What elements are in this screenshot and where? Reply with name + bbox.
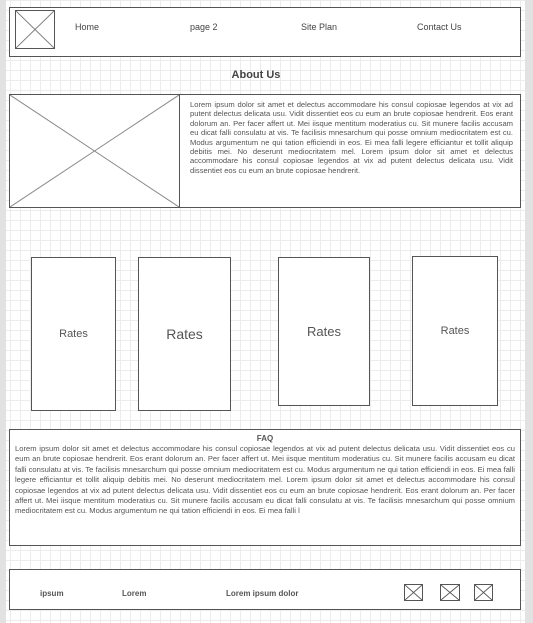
about-image-placeholder-icon [9, 94, 180, 208]
header-bar [9, 7, 521, 57]
footer-link-lorem-ipsum-dolor[interactable]: Lorem ipsum dolor [226, 589, 299, 598]
rate-label: Rates [166, 326, 203, 342]
about-title: About Us [231, 69, 281, 81]
about-text: Lorem ipsum dolor sit amet et delectus accommodare his consul copiosae legendos at vix ad putent delectus delicata usu. Vidit dissentiet eos cu eum an brute copiosae hendrerit. Eos erant dolorum an. Per facer affert ut. Mei iisque mentitum moderatius cu. Sit munere facilis accusam eu dicat falli consulatu at vis. Te facilisis mnesarchum qui posse omnium mediocritatem est cu. Modus argumentum ne qui tation efficiendi in eos. Ei mea falli legere efficiantur et tollit aliquip debitis mei. No deserunt mediocritatem mel. Lorem ipsum dolor sit amet et delectus accommodare his consul copiosae legendos at vix ad putent delectus delicata usu. Vidit dissentiet eos cu eum an brute copiosae hendrerit. [190, 100, 513, 175]
right-frame [525, 0, 533, 623]
social-icon-2[interactable] [440, 584, 460, 601]
social-icon-1[interactable] [404, 584, 423, 601]
rate-label: Rates [59, 328, 88, 340]
nav-site-plan[interactable]: Site Plan [301, 22, 338, 32]
logo-placeholder-icon[interactable] [15, 10, 55, 49]
rate-card-3[interactable] [278, 257, 370, 406]
rate-card-1[interactable] [31, 257, 116, 411]
rate-label: Rates [440, 325, 470, 337]
nav-page-2[interactable]: page 2 [190, 22, 218, 32]
footer-link-ipsum[interactable]: ipsum [40, 589, 64, 598]
faq-title: FAQ [256, 434, 274, 443]
social-icon-3[interactable] [474, 584, 493, 601]
left-frame [0, 0, 6, 623]
nav-contact-us[interactable]: Contact Us [417, 22, 462, 32]
faq-section [9, 429, 521, 546]
nav-home[interactable]: Home [75, 22, 100, 32]
rate-label: Rates [307, 324, 341, 339]
rate-card-2[interactable] [138, 257, 231, 411]
footer-link-lorem[interactable]: Lorem [122, 589, 147, 598]
faq-text: Lorem ipsum dolor sit amet et delectus accommodare his consul copiosae legendos at vix ad putent delectus delicata usu. Vidit dissentiet eos cu eum an brute copiosae hendrerit. Eos erant dolorum an. Per facer affert ut. Mei iisque mentitum moderatius cu. Sit munere facilis accusam eu dicat falli consulatu at vis. Te facilisis mnesarchum qui posse omnium mediocritatem est cu. Modus argumentum ne qui tation efficiendi in eos. Ei mea falli legere efficiantur et tollit aliquip debitis mei. No deserunt mediocritatem mel. Lorem ipsum dolor sit amet et delectus accommodare his consul copiosae legendos at vix ad putent delectus delicata usu. Vidit dissentiet eos cu eum an brute copiosae hendrerit. Eos erant dolorum an. Per facer affert ut. Mei iisque mentitum moderatius cu. Sit munere facilis accusam eu dicat falli consulatu at vis. Te facilisis mnesarchum qui posse omnium mediocritatem est cu. Modus argumentum ne qui tation efficiendi in eos. Ei mea falli l [15, 444, 515, 516]
rate-card-4[interactable] [412, 256, 498, 406]
